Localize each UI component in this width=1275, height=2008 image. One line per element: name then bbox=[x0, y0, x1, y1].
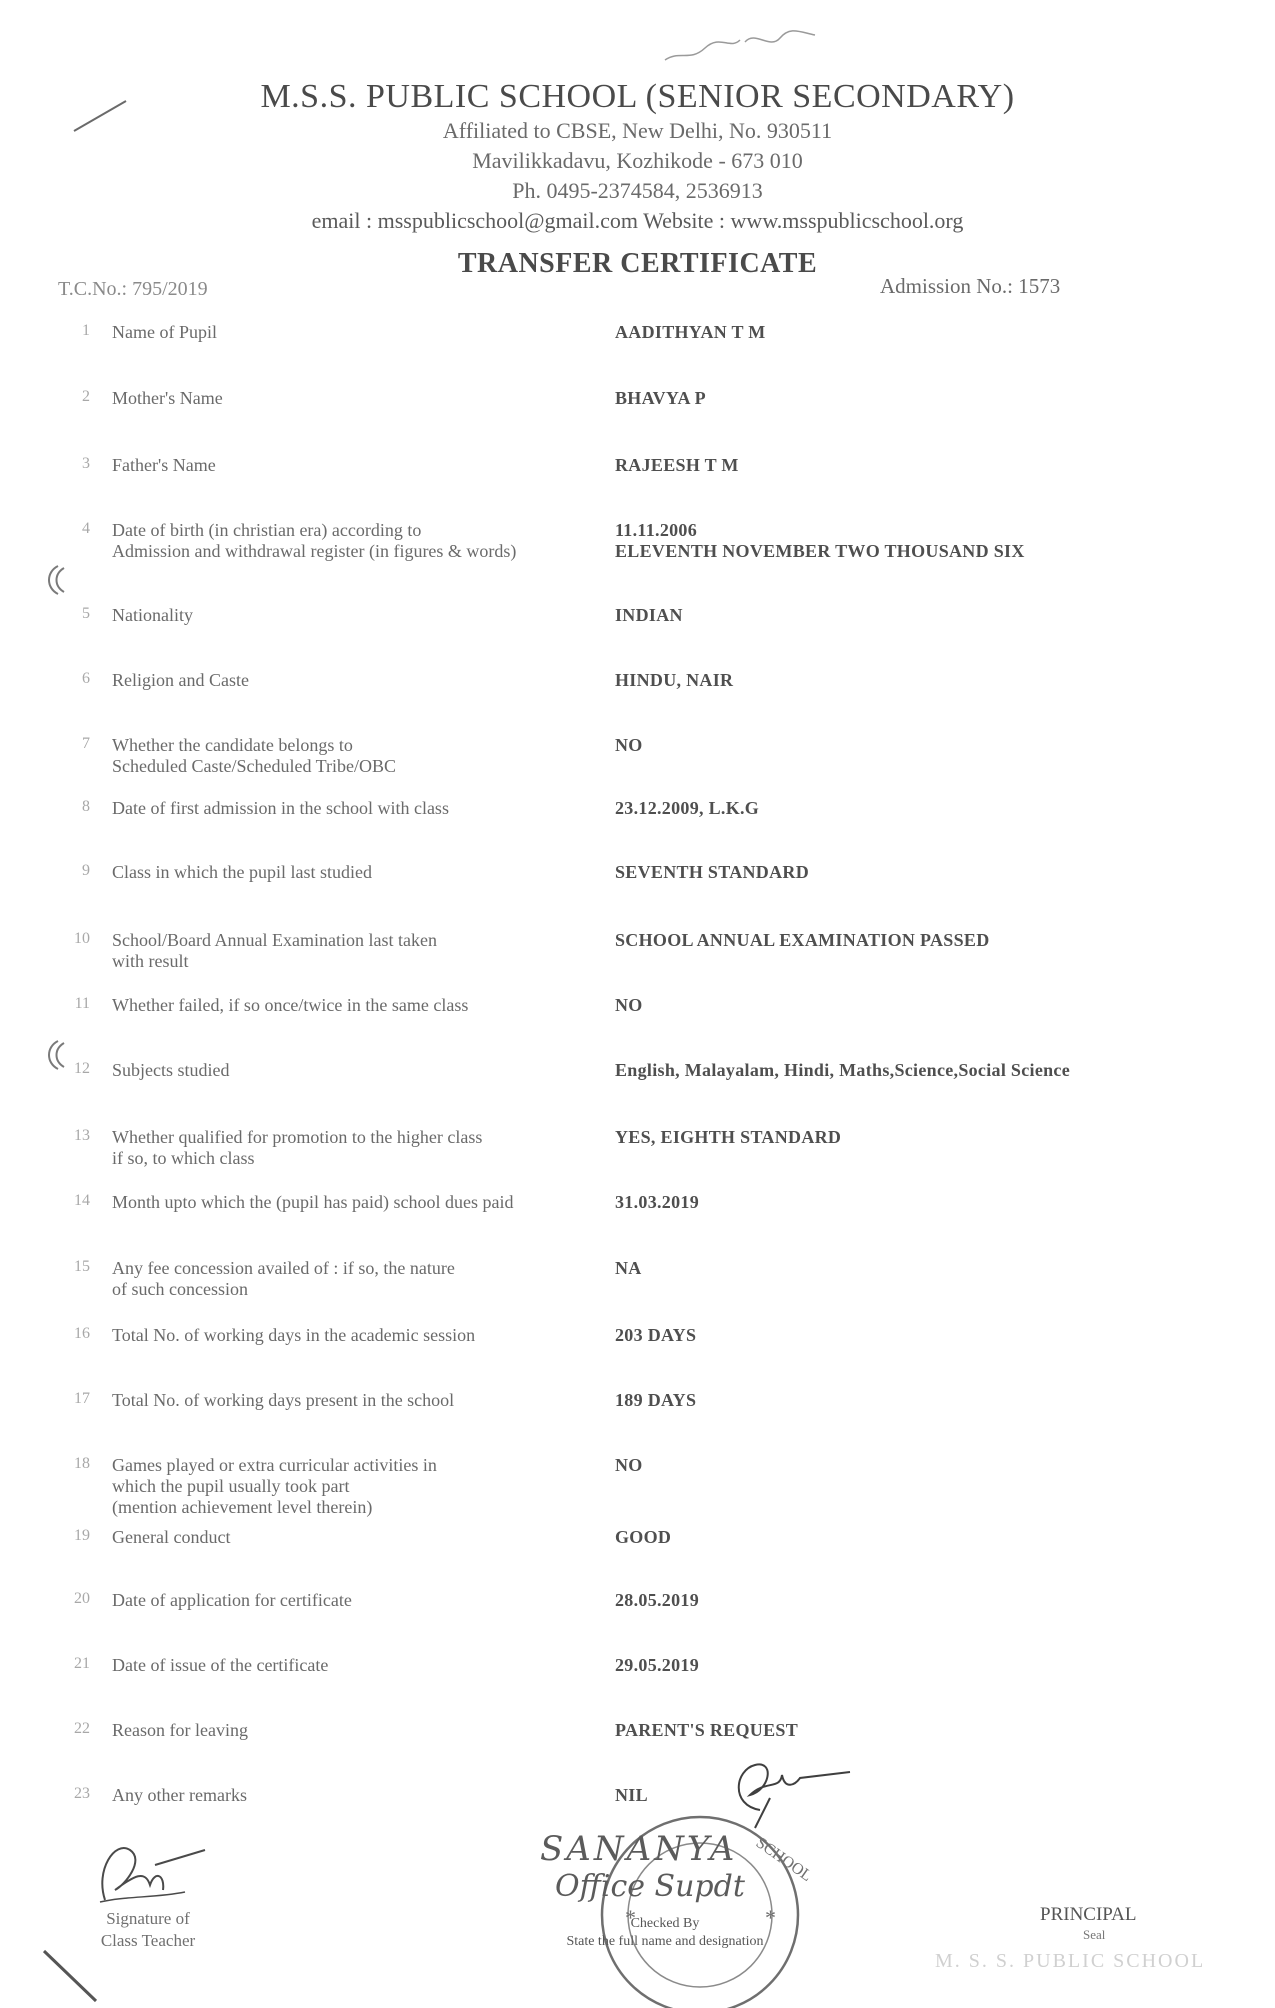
field-number: 5 bbox=[82, 605, 90, 622]
field-number: 4 bbox=[82, 520, 90, 537]
field-row bbox=[0, 1455, 1275, 1515]
field-value: INDIAN bbox=[615, 605, 683, 625]
field-label: Whether qualified for promotion to the higher class if so, to which class bbox=[112, 1127, 483, 1168]
svg-text:*: * bbox=[625, 1905, 636, 1930]
field-row bbox=[0, 455, 1275, 515]
field-value: 29.05.2019 bbox=[615, 1655, 699, 1675]
field-label: Father's Name bbox=[112, 455, 216, 475]
field-value: RAJEESH T M bbox=[615, 455, 739, 475]
field-value: 23.12.2009, L.K.G bbox=[615, 798, 760, 818]
field-label: Total No. of working days in the academic session bbox=[112, 1325, 476, 1345]
field-row bbox=[0, 1527, 1275, 1587]
field-number: 23 bbox=[74, 1785, 90, 1802]
field-value: English, Malayalam, Hindi, Maths,Science,Social Science bbox=[615, 1060, 1071, 1080]
field-number: 1 bbox=[82, 322, 90, 339]
field-value: NIL bbox=[615, 1785, 648, 1805]
field-value: 189 DAYS bbox=[615, 1390, 697, 1410]
field-label: Whether the candidate belongs to Scheduled Caste/Scheduled Tribe/OBC bbox=[112, 735, 396, 776]
school-name: M.S.S. PUBLIC SCHOOL (SENIOR SECONDARY) bbox=[260, 78, 1015, 115]
field-value: SCHOOL ANNUAL EXAMINATION PASSED bbox=[615, 930, 990, 950]
field-label: Whether failed, if so once/twice in the same class bbox=[112, 995, 469, 1015]
field-label: Class in which the pupil last studied bbox=[112, 862, 372, 882]
field-value: SEVENTH STANDARD bbox=[615, 862, 810, 882]
field-value: AADITHYAN T M bbox=[615, 322, 766, 342]
field-number: 18 bbox=[74, 1455, 90, 1472]
field-label: Religion and Caste bbox=[112, 670, 249, 690]
field-label: Total No. of working days present in the school bbox=[112, 1390, 455, 1410]
field-row bbox=[0, 1060, 1275, 1120]
field-row bbox=[0, 995, 1275, 1055]
address-line: Mavilikkadavu, Kozhikode - 673 010 bbox=[472, 148, 803, 173]
field-number: 3 bbox=[82, 455, 90, 472]
field-number: 17 bbox=[74, 1390, 90, 1407]
field-row bbox=[0, 1390, 1275, 1450]
svg-text:*: * bbox=[765, 1905, 776, 1930]
field-number: 2 bbox=[82, 388, 90, 405]
field-row bbox=[0, 388, 1275, 448]
field-number: 10 bbox=[74, 930, 90, 947]
field-number: 12 bbox=[74, 1060, 90, 1077]
field-number: 9 bbox=[82, 862, 90, 879]
field-row bbox=[0, 1127, 1275, 1187]
field-value: 203 DAYS bbox=[615, 1325, 697, 1345]
field-label: Date of issue of the certificate bbox=[112, 1655, 329, 1675]
field-row bbox=[0, 322, 1275, 382]
field-number: 11 bbox=[74, 995, 90, 1012]
principal-seal-caption: Seal bbox=[1083, 1927, 1106, 1942]
field-value: BHAVYA P bbox=[615, 388, 706, 408]
field-label: Date of application for certificate bbox=[112, 1590, 352, 1610]
affiliation-line: Affiliated to CBSE, New Delhi, No. 930511 bbox=[442, 118, 833, 143]
principal-signature bbox=[710, 1750, 860, 1830]
field-value: GOOD bbox=[615, 1527, 672, 1547]
field-row bbox=[0, 1258, 1275, 1318]
field-label: Name of Pupil bbox=[112, 322, 217, 342]
field-number: 7 bbox=[82, 735, 90, 752]
top-scribble bbox=[660, 20, 820, 70]
tc-number: T.C.No.: 795/2019 bbox=[58, 278, 208, 300]
class-teacher-caption: Signature of Class Teacher bbox=[100, 1909, 196, 1950]
field-row bbox=[0, 862, 1275, 922]
field-row bbox=[0, 1655, 1275, 1715]
field-number: 13 bbox=[74, 1127, 90, 1144]
field-row bbox=[0, 1590, 1275, 1650]
handwritten-designation: Office Supdt bbox=[555, 1869, 745, 1904]
certificate-title: TRANSFER CERTIFICATE bbox=[457, 248, 818, 279]
corner-pen-stroke bbox=[40, 1945, 100, 2005]
field-value: HINDU, NAIR bbox=[615, 670, 734, 690]
principal-caption: PRINCIPAL bbox=[1040, 1904, 1137, 1925]
handwritten-name: SANANYA bbox=[540, 1829, 738, 1869]
field-value: 28.05.2019 bbox=[615, 1590, 699, 1610]
field-label: Reason for leaving bbox=[112, 1720, 248, 1740]
field-label: Mother's Name bbox=[112, 388, 223, 408]
field-label: Games played or extra curricular activities in which the pupil usually took part (mention achievement level therein) bbox=[112, 1455, 437, 1517]
faded-school-seal-text: M. S. S. PUBLIC SCHOOL bbox=[935, 1950, 1206, 1972]
contact-line: email : msspublicschool@gmail.com Website : www.msspublicschool.org bbox=[311, 208, 964, 233]
field-label: Nationality bbox=[112, 605, 193, 625]
field-number: 6 bbox=[82, 670, 90, 687]
field-row bbox=[0, 1720, 1275, 1780]
field-row bbox=[0, 1325, 1275, 1385]
field-number: 20 bbox=[74, 1590, 90, 1607]
field-number: 21 bbox=[74, 1655, 90, 1672]
field-label: Month upto which the (pupil has paid) school dues paid bbox=[112, 1192, 514, 1212]
field-value: PARENT'S REQUEST bbox=[615, 1720, 799, 1740]
field-label: Subjects studied bbox=[112, 1060, 230, 1080]
field-number: 22 bbox=[74, 1720, 90, 1737]
field-number: 19 bbox=[74, 1527, 90, 1544]
field-value: YES, EIGHTH STANDARD bbox=[615, 1127, 842, 1147]
field-row bbox=[0, 735, 1275, 795]
phone-line: Ph. 0495-2374584, 2536913 bbox=[512, 178, 763, 203]
field-number: 16 bbox=[74, 1325, 90, 1342]
checked-by-caption: Checked By State the full name and designation bbox=[566, 1916, 764, 1949]
field-row bbox=[0, 520, 1275, 580]
field-label: Date of birth (in christian era) according to Admission and withdrawal register (in figures & words) bbox=[112, 520, 517, 561]
field-value: NA bbox=[615, 1258, 642, 1278]
field-value: 11.11.2006 ELEVENTH NOVEMBER TWO THOUSAND SIX bbox=[615, 520, 1025, 561]
field-label: Date of first admission in the school with class bbox=[112, 798, 449, 818]
field-value: 31.03.2019 bbox=[615, 1192, 699, 1212]
field-number: 14 bbox=[74, 1192, 90, 1209]
field-label: Any other remarks bbox=[112, 1785, 247, 1805]
field-row bbox=[0, 1192, 1275, 1252]
field-label: School/Board Annual Examination last taken with result bbox=[112, 930, 437, 971]
admission-number: Admission No.: 1573 bbox=[880, 274, 1061, 298]
field-row bbox=[0, 670, 1275, 730]
field-number: 8 bbox=[82, 798, 90, 815]
field-row bbox=[0, 930, 1275, 990]
field-label: Any fee concession availed of : if so, the nature of such concession bbox=[112, 1258, 455, 1299]
svg-text:SCHOOL: SCHOOL bbox=[752, 1834, 815, 1885]
field-row bbox=[0, 605, 1275, 665]
field-value: NO bbox=[615, 995, 643, 1015]
field-value: NO bbox=[615, 735, 643, 755]
field-label: General conduct bbox=[112, 1527, 231, 1547]
class-teacher-signature bbox=[85, 1830, 215, 1910]
field-row bbox=[0, 798, 1275, 858]
field-number: 15 bbox=[74, 1258, 90, 1275]
field-value: NO bbox=[615, 1455, 643, 1475]
